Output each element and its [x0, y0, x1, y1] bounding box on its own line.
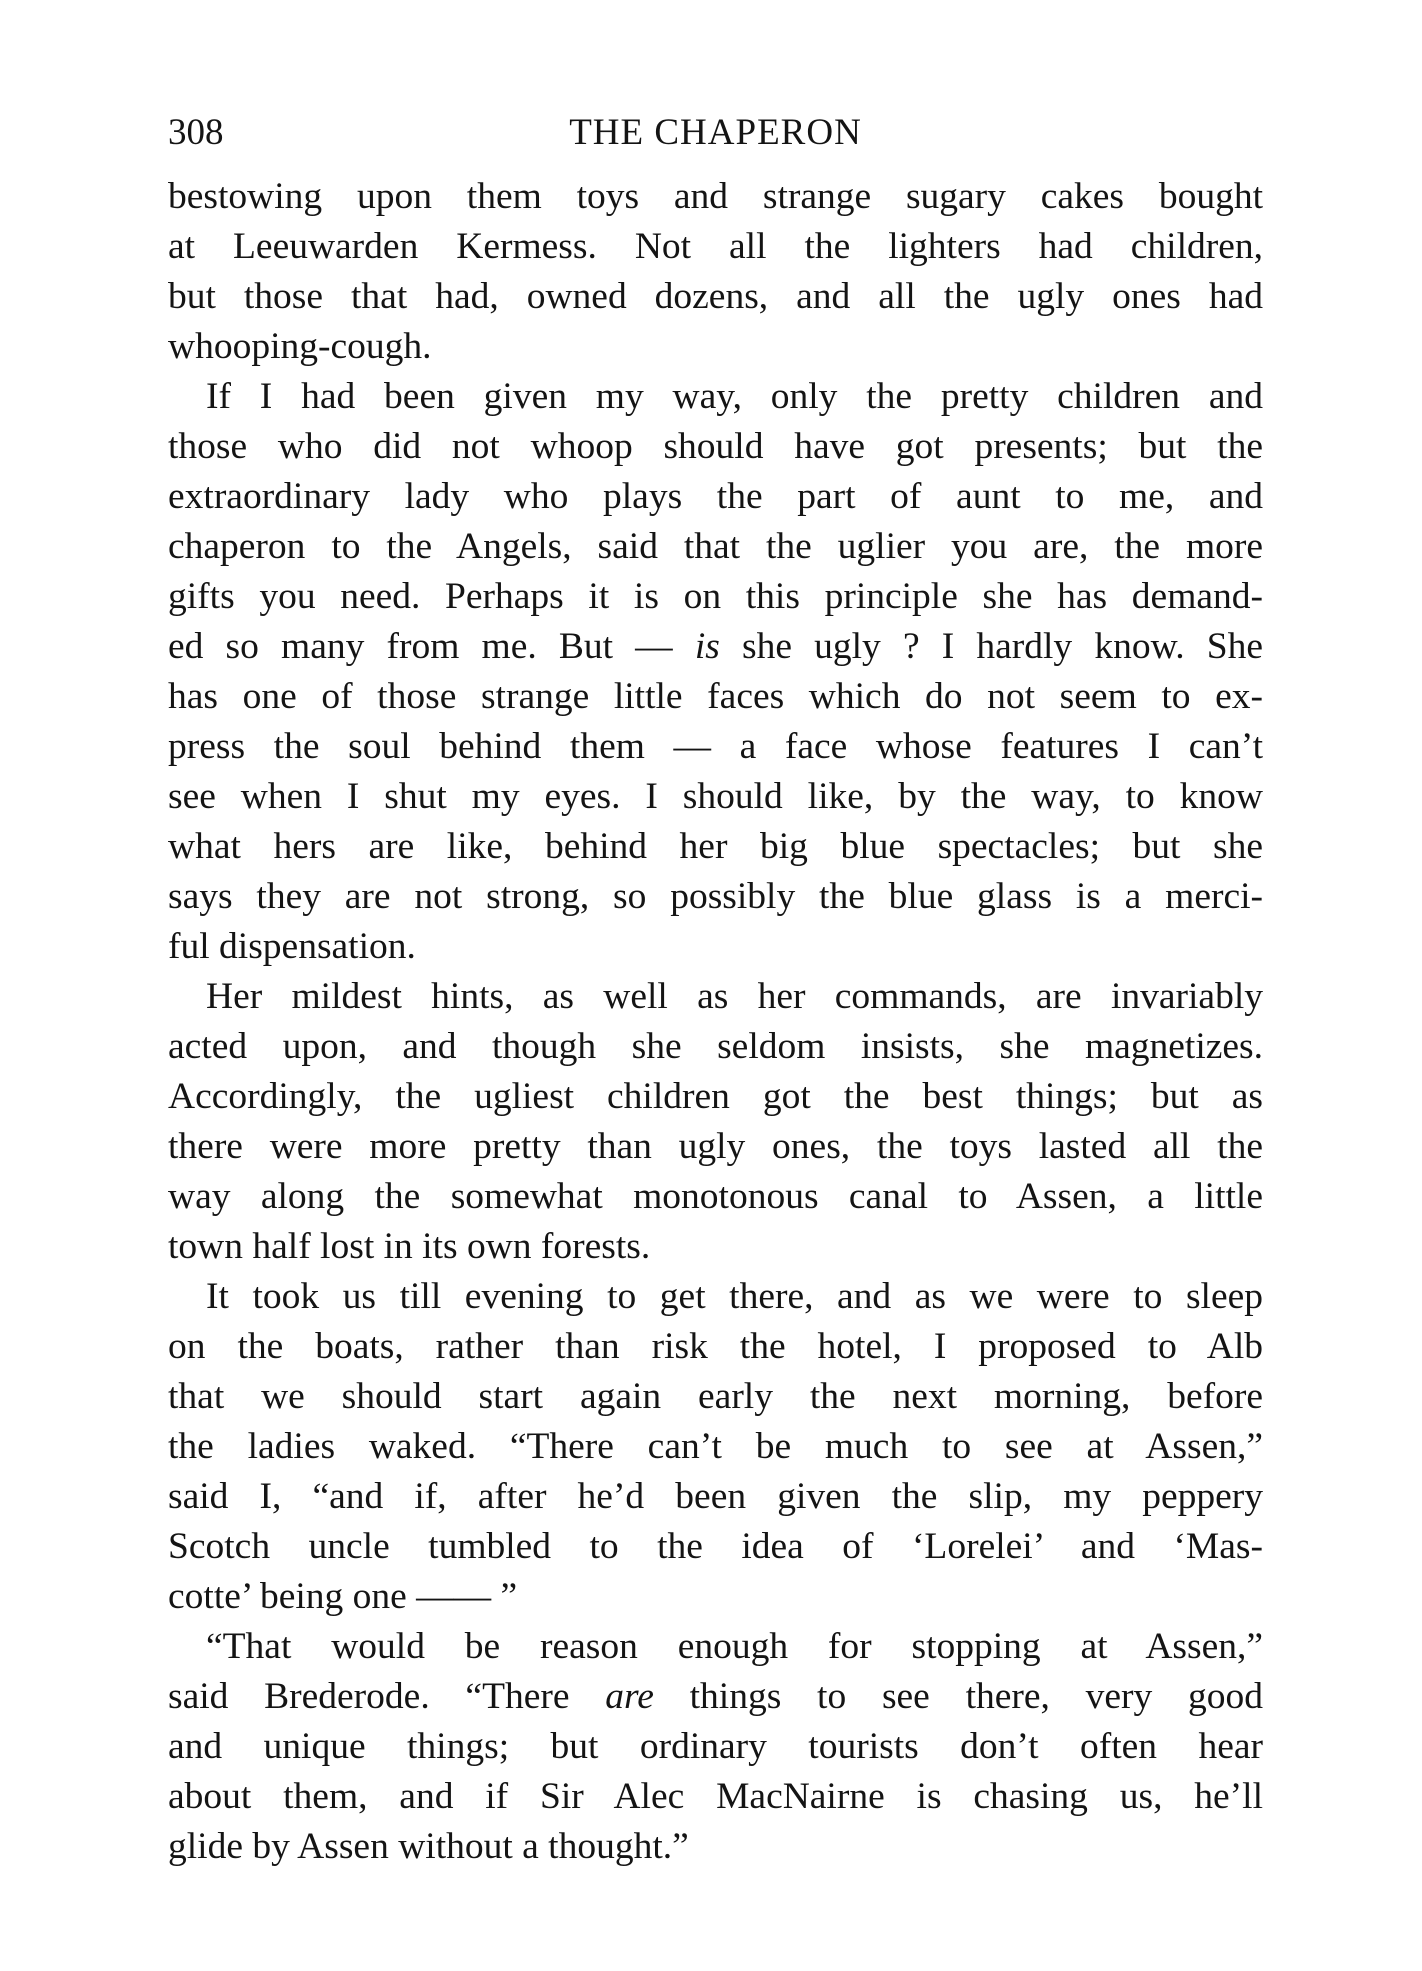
paragraph — [168, 372, 1263, 972]
text-line: that we should start again early the next morning, before — [168, 1376, 1263, 1417]
text-line: whooping-cough. — [168, 326, 432, 367]
text-line: press the soul behind them — a face whose features I can’t — [168, 726, 1263, 767]
text-line: bestowing upon them toys and strange sugary cakes bought — [168, 176, 1263, 217]
text-line: said I, “and if, after he’d been given the slip, my peppery — [168, 1476, 1263, 1517]
text-line: extraordinary lady who plays the part of aunt to me, and — [168, 476, 1263, 517]
text-line: “That would be reason enough for stopping at Assen,” — [206, 1626, 1263, 1667]
text-line: there were more pretty than ugly ones, the toys lasted all the — [168, 1126, 1263, 1167]
text-line: acted upon, and though she seldom insists, she magnetizes. — [168, 1026, 1263, 1067]
text-line: town half lost in its own forests. — [168, 1226, 651, 1267]
text-line: glide by Assen without a thought.” — [168, 1826, 689, 1867]
paragraph — [168, 972, 1263, 1272]
text-line: ful dispensation. — [168, 926, 416, 967]
text-line: those who did not whoop should have got presents; but the — [168, 426, 1263, 467]
text-line: Scotch uncle tumbled to the idea of ‘Lorelei’ and ‘Mas- — [168, 1526, 1263, 1567]
text-line: on the boats, rather than risk the hotel, I proposed to Alb — [168, 1326, 1263, 1367]
text-line: at Leeuwarden Kermess. Not all the lighters had children, — [168, 226, 1263, 267]
text-line: chaperon to the Angels, said that the uglier you are, the more — [168, 526, 1263, 567]
body-text — [168, 172, 1263, 1872]
text-line: has one of those strange little faces which do not seem to ex- — [168, 676, 1263, 717]
text-line: what hers are like, behind her big blue spectacles; but she — [168, 826, 1263, 867]
text-line: If I had been given my way, only the pretty children and — [206, 376, 1263, 417]
running-head — [168, 108, 1263, 158]
text-line: says they are not strong, so possibly the blue glass is a merci- — [168, 876, 1263, 917]
text-line: see when I shut my eyes. I should like, by the way, to know — [168, 776, 1263, 817]
text-line: cotte’ being one —— ” — [168, 1576, 518, 1617]
text-line: about them, and if Sir Alec MacNairne is chasing us, he’ll — [168, 1776, 1263, 1817]
text-line: gifts you need. Perhaps it is on this principle she has demand- — [168, 576, 1263, 617]
text-line: Her mildest hints, as well as her commands, are invariably — [206, 976, 1263, 1017]
paragraph — [168, 172, 1263, 372]
text-line: way along the somewhat monotonous canal to Assen, a little — [168, 1176, 1263, 1217]
text-line: but those that had, owned dozens, and all the ugly ones had — [168, 276, 1263, 317]
text-line: the ladies waked. “There can’t be much to see at Assen,” — [168, 1426, 1263, 1467]
page-number: 308 — [168, 112, 224, 153]
text-line: and unique things; but ordinary tourists don’t often hear — [168, 1726, 1263, 1767]
running-title: THE CHAPERON — [569, 112, 862, 153]
paragraph — [168, 1622, 1263, 1872]
paragraph — [168, 1272, 1263, 1622]
text-line: ed so many from me. But — is she ugly ? I hardly know. She — [168, 626, 1263, 667]
text-line: Accordingly, the ugliest children got the best things; but as — [168, 1076, 1263, 1117]
text-line: said Brederode. “There are things to see there, very good — [168, 1676, 1264, 1717]
text-line: It took us till evening to get there, and as we were to sleep — [206, 1276, 1263, 1317]
